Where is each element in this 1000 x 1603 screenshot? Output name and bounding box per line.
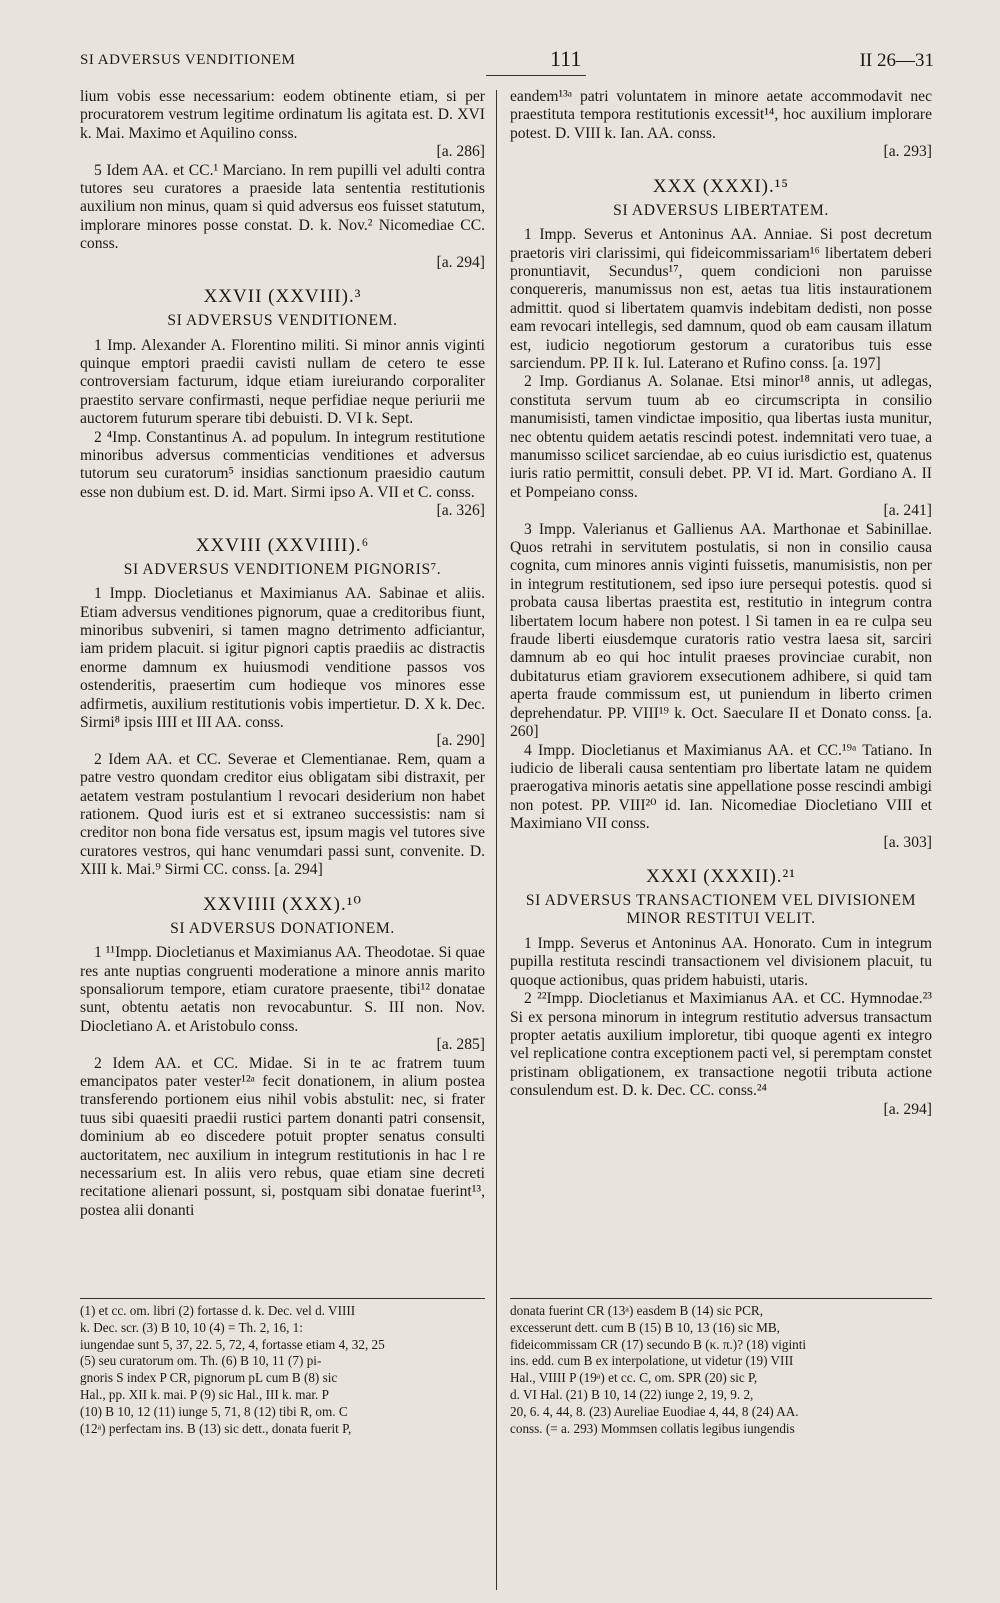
paragraph: 1 Imp. Alexander A. Florentino militi. Si minor annis viginti quinque emptori praedii cavisti nullam de cetero te esse controversiam facturum, idque etiam iureiurando corporaliter praestito servare confirmasti, neque perfidiae neque periurii me auctorem futurum sperare tibi debuisti. D. VI k. Sept. <box>80 336 485 428</box>
paragraph: 1 Impp. Severus et Antoninus AA. Anniae. Si post decretum praetoris viri clarissimi, qui fideicommissariam¹⁶ libertatem deberi pronuntiavit, Secundus¹⁷, quem condicioni non paruisse conquereris, manumissus non est, aetas tua litis instaurationem admittit. quod si libertatem quamvis indebitam dedisti, non posse eam revocari intellegis, sed damnum, quod ob eam causam illatum est, iudicio negotiorum gestorum a curatoribus tuis esse sarciendum. PP. II k. Iul. Laterano et Rufino conss. [a. 197] <box>510 226 932 372</box>
footnote-line: Hal., pp. XII k. mai. P (9) sic Hal., III k. mar. P <box>80 1386 329 1402</box>
footnotes-left <box>80 1303 485 1493</box>
date-note: [a. 326] <box>436 502 485 520</box>
footnotes-right <box>510 1303 932 1493</box>
title-number: XXVIIII (XXX).¹⁰ <box>202 893 363 915</box>
title-heading: SI ADVERSUS VENDITIONEM PIGNORIS⁷. <box>123 560 442 578</box>
paragraph: 2 ⁴Imp. Constantinus A. ad populum. In integrum restitutione minoribus adversus commenticias venditiones et adversus tutorum seu curatorum⁵ insidias sanctionum praesidio cautum esse non dubium est. D. id. Mart. Sirmi ipso A. VII et C. conss. <box>80 428 485 501</box>
header-rule <box>486 75 586 76</box>
footnote-rule-left <box>80 1298 485 1299</box>
paragraph: 4 Impp. Diocletianus et Maximianus AA. et CC.¹⁹ᵃ Tatiano. In iudicio de liberali causa sententiam pro libertate latam ne quidem praerogativa minoris aetatis sine appellatione posse rescindi ambigi non potest. PP. VIII²⁰ id. Ian. Nicomediae Diocletiano VIII et Maximiano VII conss. <box>510 741 932 833</box>
paragraph: 2 ²²Impp. Diocletianus et Maximianus AA. et CC. Hymnodae.²³ Si ex persona minorum in integrum restitutio adversus transactum propter aetatis auxilium imploretur, tibi quoque agenti ex integro vel replicatione contra exceptionem pacti vel, si peremptam constet pristinam obligationem, ex transactione negotii tributa actione consulendum est. D. k. Dec. CC. conss.²⁴ <box>510 990 932 1100</box>
date-note: [a. 303] <box>883 833 932 851</box>
footnote-line: fideicommissam CR (17) secundo B (κ. π.)? (18) viginti <box>510 1336 807 1352</box>
footnote-line: ins. edd. cum B ex interpolatione, ut videtur (19) VIII <box>510 1353 794 1369</box>
section-reference: II 26—31 <box>859 50 934 71</box>
paragraph: 1 ¹¹Impp. Diocletianus et Maximianus AA. Theodotae. Si quae res ante nuptias congruenti moderatione a minore annis marito sponsaliorum tempore, etiam curatore praesente, tibi¹² donatae sunt, obtentu aetatis non revocabuntur. S. III non. Nov. Diocletiano A. et Aristobulo conss. <box>80 944 485 1035</box>
date-note: [a. 290] <box>436 732 485 750</box>
footnote-line: excesserunt dett. cum B (15) B 10, 13 (16) sic MB, <box>510 1319 780 1335</box>
title-heading: SI ADVERSUS TRANSACTIONEM VEL DIVISIONEM MINOR RESTITUI VELIT. <box>525 891 917 928</box>
date-note: [a. 286] <box>436 143 485 161</box>
footnote-line: (10) B 10, 12 (11) iunge 5, 71, 8 (12) tibi R, om. C <box>80 1403 348 1419</box>
title-number: XXX (XXXI).¹⁵ <box>652 175 790 197</box>
title-heading: SI ADVERSUS LIBERTATEM. <box>613 201 829 219</box>
paragraph: 3 Impp. Valerianus et Gallienus AA. Marthonae et Sabinillae. Quos retrahi in servitutem postulatis, si non in consilio causa cognita, cum minores annis viginti fuissetis, manumisistis, non per in integrum restitutionem, sed ipso iure persequi potestis. quod si probata causa libertas praestita est, restitutio in integrum contra libertatem locum habere non potest. l Si tamen in ea re culpa seu fraude liberti eiusdemque curatoris ratio vestra laesa sit, sarciri damnum ab eo qui hoc intulit praeses provinciae curabit, non dubitaturus etiam graviorem exsecutionem adhibere, si quid tam aperta fraude commissum est, ut puniendum in liberto crimen deprehendatur. PP. VIII¹⁹ k. Oct. Saeculare II et Donato conss. [a. 260] <box>510 520 932 741</box>
title-heading: SI ADVERSUS VENDITIONEM. <box>167 312 398 330</box>
title-number: XXXI (XXXII).²¹ <box>646 865 796 887</box>
paragraph: 2 Imp. Gordianus A. Solanae. Etsi minor¹⁸ annis, ut adlegas, constituta servum tuum ab eo circumscripta in consilio manumisisti, tamen vindictae impositio, qua libertas iusta munitur, nec obtentu quidem aetatis rescindi potest. indemnitati vero tuae, a manumisso scilicet sarciendae, ab eo cuius iurisdictio est, quatenus iuris ratio permittit, consuli debet. PP. VI id. Mart. Gordiano A. II et Pompeiano conss. <box>510 373 932 501</box>
footnote-line: donata fuerint CR (13ᵃ) easdem B (14) sic PCR, <box>510 1303 764 1318</box>
title-number: XXVIII (XXVIIII).⁶ <box>195 534 370 556</box>
paragraph: eandem¹³ᵃ patri voluntatem in minore aetate accommodavit nec praestituta tempora restitutionis excessit¹⁴, hoc auxilium implorare potest. D. VIII k. Ian. AA. conss. <box>510 88 932 142</box>
footnote-line: k. Dec. scr. (3) B 10, 10 (4) = Th. 2, 16, 1: <box>80 1319 303 1335</box>
footnote-line: gnoris S index P CR, pignorum pL cum B (8) sic <box>80 1370 338 1386</box>
paragraph: lium vobis esse necessarium: eodem obtinente etiam, si per procuratorem vestrum legitime ordinatum lis agitata est. D. XVI k. Mai. Maximo et Aquilino conss. <box>80 88 485 142</box>
footnote-rule-right <box>510 1298 932 1299</box>
paragraph: 1 Impp. Severus et Antoninus AA. Honorato. Cum in integrum pupilla restituta rescindi transactionem vel divisionem placuit, tu quoque actionibus, quas pridem habuisti, utaris. <box>510 934 932 989</box>
footnote-line: iungendae sunt 5, 37, 22. 5, 72, 4, fortasse etiam 4, 32, 25 <box>80 1336 385 1352</box>
footnote-line: (5) seu curatorum om. Th. (6) B 10, 11 (7) pi- <box>80 1353 322 1369</box>
footnote-line: d. VI Hal. (21) B 10, 14 (22) iunge 2, 19, 9. 2, <box>510 1386 754 1402</box>
paragraph: 2 Idem AA. et CC. Severae et Clementianae. Rem, quam a patre vestro quondam creditor eius obligatam sibi distraxit, per aetatem vestram postulantium l revocari desiderium non habet rationem. Quod iuris est et si extraneo successistis: nam si creditor non bona fide versatus est, ipsum magis vel tutores sive curatores vestros, qui hanc venumdari passi sunt, convenite. D. XIII k. Mai.⁹ Sirmi CC. conss. [a. 294] <box>80 750 485 879</box>
paragraph: 5 Idem AA. et CC.¹ Marciano. In rem pupilli vel adulti contra tutores seu curatores a praeside lata sententia restitutionis auxilium non minus, quam si quid adversus eos fuisset statutum, implorare minores posse constat. D. k. Nov.² Nicomediae CC. conss. <box>80 161 485 253</box>
column-divider <box>496 90 497 1590</box>
footnote-line: Hal., VIIII P (19ᵃ) et cc. C, om. SPR (20) sic P, <box>510 1370 758 1386</box>
title-number: XXVII (XXVIII).³ <box>203 286 362 308</box>
date-note: [a. 294] <box>436 253 485 271</box>
paragraph: 1 Impp. Diocletianus et Maximianus AA. Sabinae et aliis. Etiam adversus venditiones pignorum, quae a creditoribus fiunt, minoribus subveniri, si tamen magno detrimento adficiantur, iam pridem placuit. si igitur pignori captis praediis ac distractis enorme damnum ex huiusmodi venditione passos vos ostenderitis, praesertim cum hodieque vos minores esse adfirmetis, auxilium restitutionis vobis impertietur. D. X k. Dec. Sirmi⁸ ipsis IIII et III AA. conss. <box>80 585 485 731</box>
date-note: [a. 285] <box>436 1036 485 1054</box>
title-heading: SI ADVERSUS DONATIONEM. <box>170 919 395 937</box>
running-title: SI ADVERSUS VENDITIONEM <box>80 52 296 68</box>
date-note: [a. 294] <box>883 1100 932 1118</box>
paragraph: 2 Idem AA. et CC. Midae. Si in te ac fratrem tuum emancipatos pater vester¹²ᵃ fecit donationem, in alium postea transferendo portionem eius nihil vobis abstulit: nec, si frater tuus sibi quaesiti praedii rustici partem donanti patri consensit, dominium ab eo discedere potuit propter senatus consulti auctoritatem, nec auxilium in integrum restitutionis in hac l re necessarium est. In aliis vero rebus, quae etiam sine decreti recitatione alienari possunt, si, postquam sibi donatae fuerint¹³, postea alii donanti <box>80 1054 485 1219</box>
footnote-line: (1) et cc. om. libri (2) fortasse d. k. Dec. vel d. VIIII <box>80 1303 356 1318</box>
page-number: 111 <box>550 46 582 71</box>
footnote-line: conss. (= a. 293) Mommsen collatis legibus iungendis <box>510 1420 795 1436</box>
date-note: [a. 293] <box>883 143 932 161</box>
date-note: [a. 241] <box>883 502 932 520</box>
footnote-line: (12ᵃ) perfectam ins. B (13) sic dett., donata fuerit P, <box>80 1420 352 1436</box>
footnote-line: 20, 6. 4, 44, 8. (23) Aureliae Euodiae 4, 44, 8 (24) AA. <box>510 1403 799 1419</box>
